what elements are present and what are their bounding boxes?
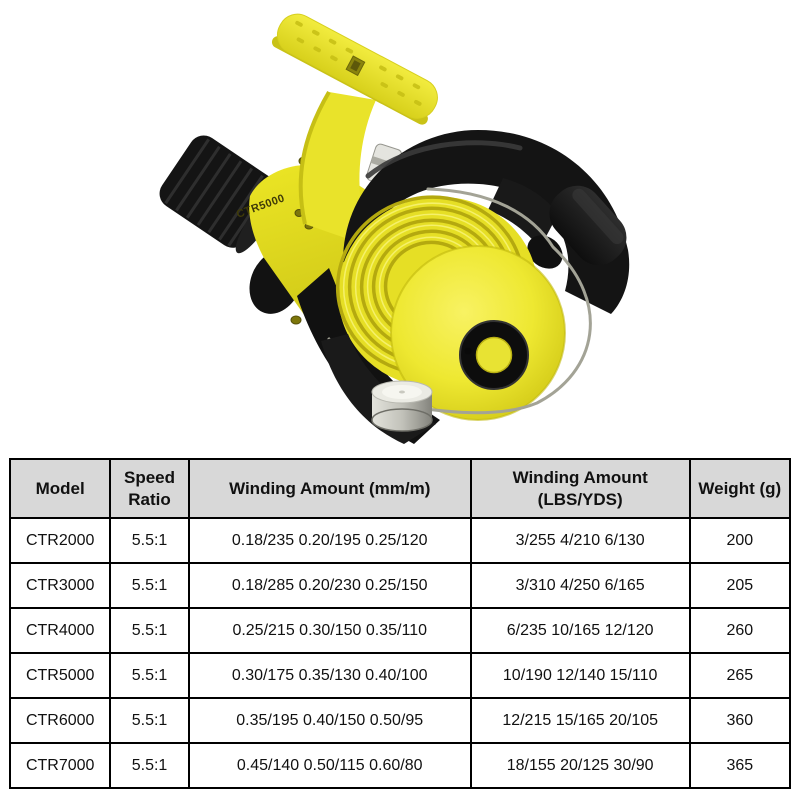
spec-table-row	[10, 608, 790, 653]
spec-table-row	[10, 653, 790, 698]
header-row	[10, 459, 790, 518]
spec-cell-speed-ratio: 5.5:1	[110, 563, 188, 608]
spec-cell-speed-ratio: 5.5:1	[110, 518, 188, 563]
spec-cell-speed-ratio: 5.5:1	[110, 698, 188, 743]
spec-cell-model: CTR4000	[10, 608, 110, 653]
spec-cell-weight-g: 205	[690, 563, 790, 608]
spec-cell-model: CTR7000	[10, 743, 110, 788]
spec-cell-weight-g: 265	[690, 653, 790, 698]
spec-table-row	[10, 518, 790, 563]
line-roller	[372, 381, 432, 431]
spec-cell-winding-mm-m: 0.25/215 0.30/150 0.35/110	[189, 608, 471, 653]
spec-cell-weight-g: 360	[690, 698, 790, 743]
spec-cell-winding-mm-m: 0.18/285 0.20/230 0.25/150	[189, 563, 471, 608]
col-header-speed-ratio: Speed Ratio	[110, 459, 188, 518]
col-header-winding-lbs-yds: Winding Amount (LBS/YDS)	[471, 459, 690, 518]
col-header-model: Model	[10, 459, 110, 518]
col-header-weight-g: Weight (g)	[690, 459, 790, 518]
spec-table-row	[10, 698, 790, 743]
spec-cell-model: CTR6000	[10, 698, 110, 743]
spec-cell-winding-lbs-yds: 6/235 10/165 12/120	[471, 608, 690, 653]
spec-cell-speed-ratio: 5.5:1	[110, 743, 188, 788]
spec-cell-winding-mm-m: 0.45/140 0.50/115 0.60/80	[189, 743, 471, 788]
spec-cell-model: CTR5000	[10, 653, 110, 698]
spec-cell-weight-g: 365	[690, 743, 790, 788]
spec-cell-winding-lbs-yds: 18/155 20/125 30/90	[471, 743, 690, 788]
spec-table-row	[10, 563, 790, 608]
spec-cell-winding-lbs-yds: 10/190 12/140 15/110	[471, 653, 690, 698]
spec-cell-winding-lbs-yds: 3/255 4/210 6/130	[471, 518, 690, 563]
reel-model-text: CTR5000	[234, 192, 287, 221]
spec-cell-winding-lbs-yds: 12/215 15/165 20/105	[471, 698, 690, 743]
spec-table-body	[10, 518, 790, 788]
spec-cell-weight-g: 260	[690, 608, 790, 653]
spec-table-header	[10, 459, 790, 518]
spec-cell-winding-lbs-yds: 3/310 4/250 6/165	[471, 563, 690, 608]
spec-cell-speed-ratio: 5.5:1	[110, 608, 188, 653]
spec-cell-winding-mm-m: 0.18/235 0.20/195 0.25/120	[189, 518, 471, 563]
spec-table-row	[10, 743, 790, 788]
spec-cell-winding-mm-m: 0.35/195 0.40/150 0.50/95	[189, 698, 471, 743]
spec-cell-model: CTR2000	[10, 518, 110, 563]
spec-table	[9, 458, 791, 789]
spec-cell-speed-ratio: 5.5:1	[110, 653, 188, 698]
spec-cell-weight-g: 200	[690, 518, 790, 563]
spec-cell-winding-mm-m: 0.30/175 0.35/130 0.40/100	[189, 653, 471, 698]
spec-cell-model: CTR3000	[10, 563, 110, 608]
col-header-winding-mm-m: Winding Amount (mm/m)	[189, 459, 471, 518]
